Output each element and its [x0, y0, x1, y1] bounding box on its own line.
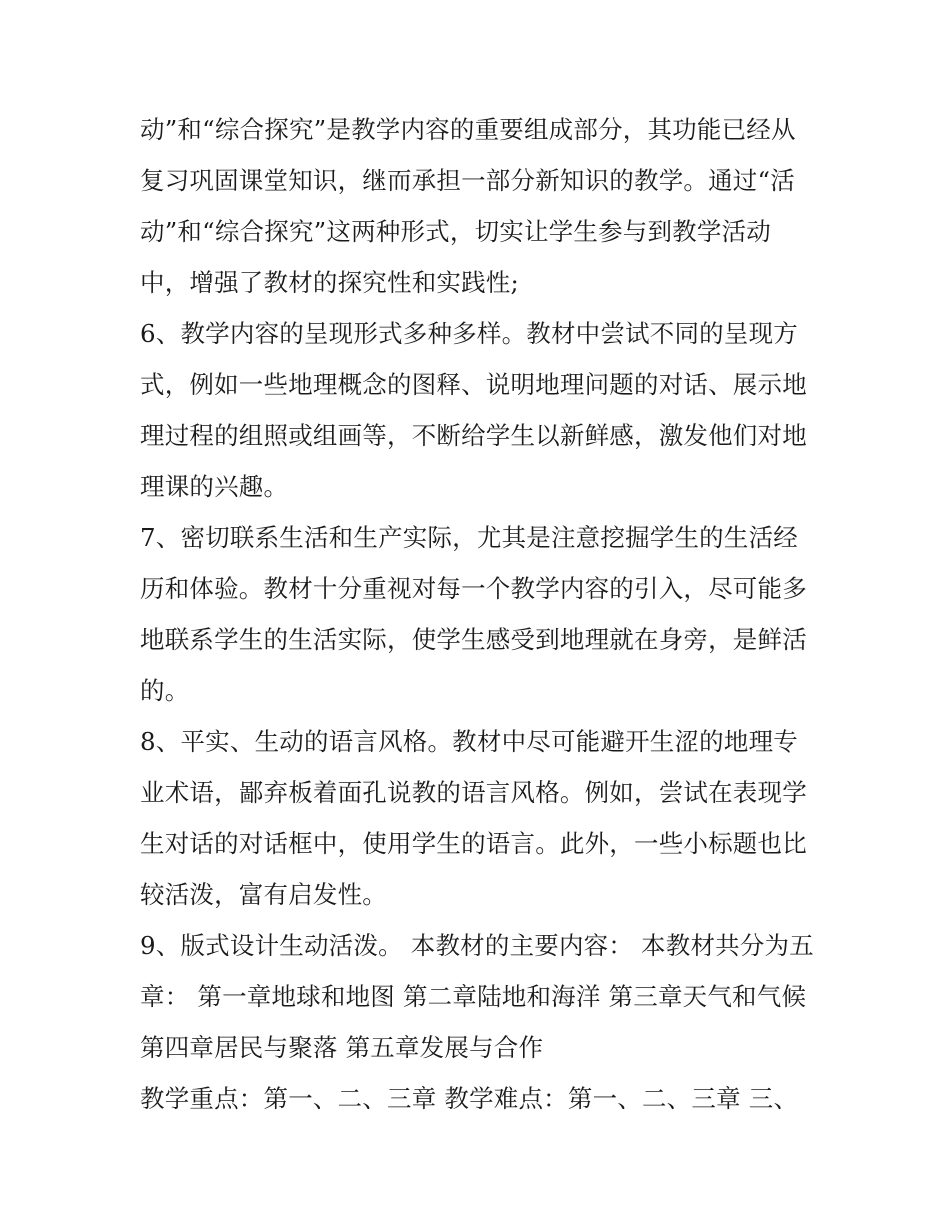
text-line: 较活泼，富有启发性。	[140, 880, 387, 909]
text-line: 地联系学生的生活实际，使学生感受到地理就在身旁，是鲜活	[140, 625, 807, 654]
text-line: 复习巩固课堂知识，继而承担一部分新知识的教学。通过“活	[140, 166, 795, 195]
text-line: 业术语，鄙弃板着面孔说教的语言风格。例如，尝试在表现学	[140, 778, 807, 807]
text-line: 6、教学内容的呈现形式多种多样。教材中尝试不同的呈现方	[140, 319, 798, 348]
text-line: 第四章居民与聚落 第五章发展与合作	[140, 1033, 544, 1062]
text-line: 理课的兴趣。	[140, 472, 289, 501]
text-line: 动”和“综合探究”这两种形式，切实让学生参与到教学活动	[140, 217, 771, 246]
text-line: 章： 第一章地球和地图 第二章陆地和海洋 第三章天气和气候	[140, 982, 807, 1011]
text-line: 式，例如一些地理概念的图释、说明地理问题的对话、展示地	[140, 370, 807, 399]
text-line: 生对话的对话框中，使用学生的语言。此外，一些小标题也比	[140, 829, 807, 858]
text-line: 教学重点：第一、二、三章 教学难点：第一、二、三章 三、	[140, 1084, 799, 1113]
text-line: 历和体验。教材十分重视对每一个教学内容的引入，尽可能多	[140, 574, 807, 603]
text-line: 7、密切联系生活和生产实际，尤其是注意挖掘学生的生活经	[140, 523, 798, 552]
text-line: 理过程的组照或组画等，不断给学生以新鲜感，激发他们对地	[140, 421, 807, 450]
text-line: 的。	[140, 676, 190, 705]
text-line: 中，增强了教材的探究性和实践性;	[140, 268, 519, 297]
text-line: 动”和“综合探究”是教学内容的重要组成部分，其功能已经从	[140, 115, 796, 144]
text-line: 9、版式设计生动活泼。 本教材的主要内容： 本教材共分为五	[140, 931, 814, 960]
text-line: 8、平实、生动的语言风格。教材中尽可能避开生涩的地理专	[140, 727, 798, 756]
